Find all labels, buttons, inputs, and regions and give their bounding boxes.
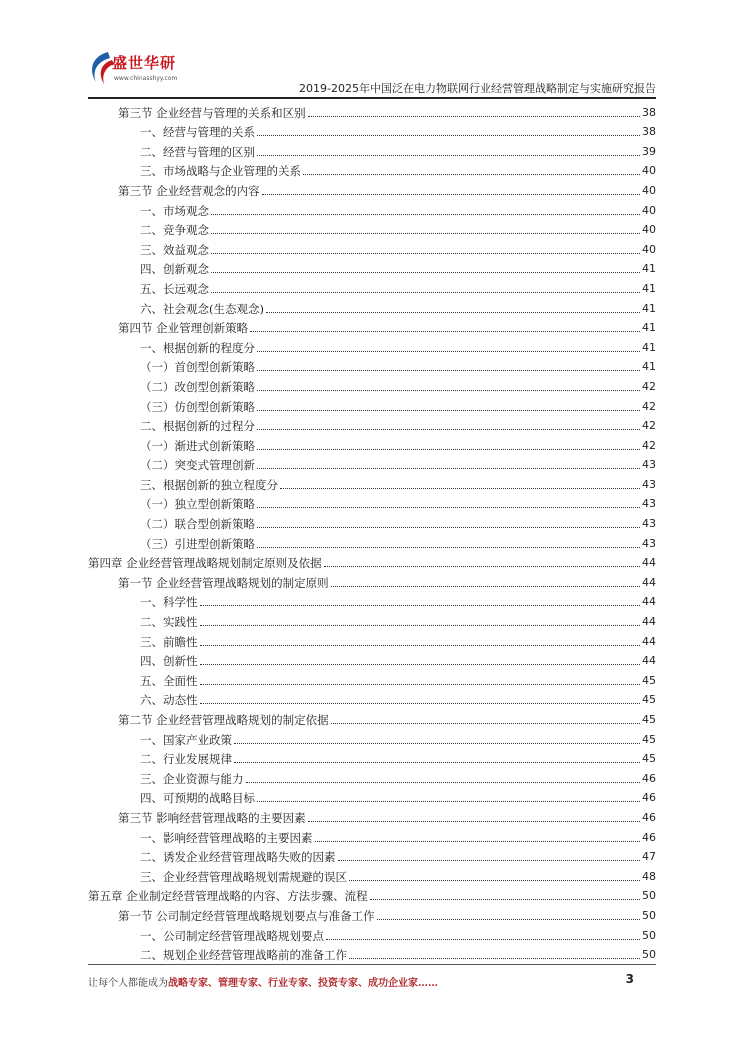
toc-entry-title: 第三节 企业经营观念的内容: [118, 183, 260, 198]
toc-entry-title: 四、可预期的战略目标: [140, 791, 255, 806]
toc-entry-title: 三、企业资源与能力: [140, 771, 244, 786]
toc-entry-page: 44: [642, 575, 656, 589]
toc-entry[interactable]: [88, 512, 656, 532]
toc-entry-page: 45: [642, 732, 656, 746]
toc-entry-title: 第四节 企业管理创新策略: [118, 321, 249, 336]
toc-entry-title: 二、规划企业经营管理战略前的准备工作: [140, 948, 347, 963]
toc-entry-page: 43: [642, 517, 656, 531]
toc-entry-page: 50: [642, 908, 656, 922]
toc-dot-leader: [257, 801, 640, 802]
toc-entry[interactable]: [88, 160, 656, 180]
report-title: 2019-2025年中国泛在电力物联网行业经营管理战略制定与实施研究报告: [299, 82, 656, 95]
toc-entry[interactable]: [88, 473, 656, 493]
toc-entry-page: 43: [642, 497, 656, 511]
footer-slogan-highlight: 战略专家、管理专家、行业专家、投资专家、成功企业家……: [168, 978, 438, 989]
toc-entry[interactable]: [88, 767, 656, 787]
toc-dot-leader: [257, 547, 640, 548]
toc-entry-title: 一、国家产业政策: [140, 732, 232, 747]
toc-entry[interactable]: [88, 121, 656, 141]
toc-dot-leader: [370, 899, 640, 900]
toc-entry-title: 三、企业经营管理战略规划需规避的误区: [140, 869, 347, 884]
toc-dot-leader: [338, 860, 641, 861]
toc-entry[interactable]: [88, 258, 656, 278]
toc-entry-page: 46: [642, 810, 656, 824]
toc-entry-page: 41: [642, 262, 656, 276]
toc-dot-leader: [303, 174, 640, 175]
toc-entry-title: 一、科学性: [140, 595, 198, 610]
toc-dot-leader: [200, 664, 641, 665]
toc-entry-page: 42: [642, 438, 656, 452]
toc-entry-title: （三）仿创型创新策略: [140, 399, 255, 414]
toc-entry-title: 一、根据创新的程度分: [140, 340, 255, 355]
toc-dot-leader: [200, 684, 641, 685]
toc-entry[interactable]: [88, 336, 656, 356]
toc-entry-title: （二）突变式管理创新: [140, 458, 255, 473]
toc-entry-title: 五、全面性: [140, 673, 198, 688]
toc-entry-page: 43: [642, 536, 656, 550]
toc-entry-page: 46: [642, 771, 656, 785]
toc-entry-title: 第一节 企业经营管理战略规划的制定原则: [118, 575, 329, 590]
toc-entry[interactable]: [88, 865, 656, 885]
toc-dot-leader: [234, 762, 640, 763]
toc-dot-leader: [308, 821, 640, 822]
toc-entry[interactable]: [88, 199, 656, 219]
footer-slogan-prefix: 让每个人都能成为: [88, 978, 168, 989]
toc-dot-leader: [257, 351, 640, 352]
toc-dot-leader: [257, 429, 640, 430]
toc-entry-page: 45: [642, 713, 656, 726]
toc-dot-leader: [257, 390, 640, 391]
toc-entry-page: 40: [642, 223, 656, 237]
toc-dot-leader: [280, 488, 640, 489]
toc-entry-page: 42: [642, 419, 656, 433]
toc-entry[interactable]: [88, 806, 656, 826]
toc-entry[interactable]: [88, 297, 656, 317]
toc-dot-leader: [200, 645, 641, 646]
toc-dot-leader: [211, 233, 640, 234]
toc-entry-title: 二、经营与管理的区别: [140, 144, 255, 159]
header-divider: [88, 97, 656, 99]
company-logo: [86, 48, 206, 92]
toc-dot-leader: [331, 586, 640, 587]
toc-entry-page: 45: [642, 673, 656, 687]
toc-entry-title: （一）独立型创新策略: [140, 497, 255, 512]
toc-dot-leader: [315, 841, 641, 842]
toc-entry-title: 三、前瞻性: [140, 634, 198, 649]
toc-entry[interactable]: [88, 101, 656, 121]
toc-entry-title: 三、效益观念: [140, 242, 209, 257]
toc-entry-page: 38: [642, 125, 656, 139]
logo-url: www.chinasshyy.com: [114, 75, 178, 82]
toc-entry-page: 41: [642, 340, 656, 354]
toc-entry-page: 42: [642, 379, 656, 393]
toc-entry-title: （一）渐进式创新策略: [140, 438, 255, 453]
toc-entry[interactable]: [88, 493, 656, 513]
toc-dot-leader: [257, 135, 640, 136]
toc-entry[interactable]: [88, 924, 656, 944]
toc-entry-page: 50: [642, 928, 656, 942]
toc-entry[interactable]: [88, 591, 656, 611]
footer-slogan: [88, 974, 438, 989]
toc-entry[interactable]: [88, 650, 656, 670]
toc-entry[interactable]: [88, 434, 656, 454]
toc-entry-page: 44: [642, 634, 656, 648]
toc-dot-leader: [257, 155, 640, 156]
toc-entry-title: 一、影响经营管理战略的主要因素: [140, 830, 313, 845]
toc-entry-page: 39: [642, 144, 656, 158]
toc-entry-title: 第一节 公司制定经营管理战略规划要点与准备工作: [118, 908, 375, 923]
toc-entry[interactable]: [88, 728, 656, 748]
toc-entry-title: 二、竞争观念: [140, 223, 209, 238]
toc-entry[interactable]: [88, 454, 656, 474]
toc-entry[interactable]: [88, 885, 656, 905]
toc-entry-title: 二、实践性: [140, 615, 198, 630]
toc-dot-leader: [211, 292, 640, 293]
toc-entry[interactable]: [88, 238, 656, 258]
toc-dot-leader: [250, 331, 640, 332]
toc-entry-page: 45: [642, 693, 656, 707]
toc-entry[interactable]: [88, 826, 656, 846]
toc-entry[interactable]: [88, 532, 656, 552]
toc-entry[interactable]: [88, 787, 656, 807]
toc-entry[interactable]: [88, 375, 656, 395]
toc-entry-page: 40: [642, 183, 656, 197]
toc-entry[interactable]: [88, 219, 656, 239]
toc-dot-leader: [349, 958, 640, 959]
toc-dot-leader: [257, 410, 640, 411]
toc-dot-leader: [377, 919, 640, 920]
toc-entry-page: 50: [642, 889, 656, 903]
toc-entry-page: 44: [642, 615, 656, 629]
toc-entry[interactable]: [88, 708, 656, 728]
toc-entry-page: 41: [642, 321, 656, 335]
toc-dot-leader: [308, 116, 640, 117]
toc-entry[interactable]: [88, 571, 656, 591]
toc-entry-title: 一、公司制定经营管理战略规划要点: [140, 928, 324, 943]
toc-entry-page: 38: [642, 105, 656, 119]
toc-entry[interactable]: [88, 846, 656, 866]
toc-entry-title: 一、市场观念: [140, 203, 209, 218]
toc-entry-page: 40: [642, 203, 656, 217]
page-number: 3: [625, 972, 634, 986]
page-header: [0, 0, 744, 100]
toc-dot-leader: [211, 253, 640, 254]
toc-entry-page: 43: [642, 477, 656, 491]
toc-entry-title: （一）首创型创新策略: [140, 360, 255, 375]
toc-entry[interactable]: [88, 179, 656, 199]
table-of-contents: [88, 101, 656, 963]
toc-dot-leader: [200, 625, 641, 626]
toc-entry[interactable]: [88, 277, 656, 297]
toc-entry-page: 41: [642, 301, 656, 315]
toc-entry-page: 48: [642, 869, 656, 883]
toc-entry-page: 44: [642, 654, 656, 668]
toc-entry-page: 44: [642, 595, 656, 609]
toc-dot-leader: [234, 743, 640, 744]
toc-entry[interactable]: [88, 689, 656, 709]
toc-entry-title: （三）引进型创新策略: [140, 536, 255, 551]
toc-entry-title: 第二节 企业经营管理战略规划的制定依据: [118, 713, 329, 727]
toc-entry-page: 42: [642, 399, 656, 413]
toc-entry-title: 四、创新性: [140, 654, 198, 669]
toc-entry-page: 44: [642, 556, 656, 570]
toc-dot-leader: [326, 939, 640, 940]
toc-dot-leader: [257, 468, 640, 469]
toc-entry[interactable]: [88, 317, 656, 337]
toc-dot-leader: [200, 605, 641, 606]
toc-entry[interactable]: [88, 415, 656, 435]
toc-dot-leader: [262, 194, 640, 195]
toc-entry-title: （二）改创型创新策略: [140, 379, 255, 394]
footer-divider: [88, 964, 656, 965]
toc-entry[interactable]: [88, 944, 656, 964]
toc-entry-page: 46: [642, 791, 656, 805]
toc-entry-page: 40: [642, 242, 656, 256]
toc-entry[interactable]: [88, 395, 656, 415]
logo-text: 盛世华研: [112, 54, 177, 72]
toc-entry-title: 五、长远观念: [140, 281, 209, 296]
toc-entry[interactable]: [88, 140, 656, 160]
toc-dot-leader: [349, 880, 640, 881]
toc-entry-page: 50: [642, 948, 656, 962]
toc-dot-leader: [331, 723, 640, 724]
toc-entry-page: 43: [642, 458, 656, 472]
toc-entry-title: 二、根据创新的过程分: [140, 419, 255, 434]
toc-dot-leader: [257, 449, 640, 450]
toc-entry[interactable]: [88, 669, 656, 689]
toc-entry-page: 45: [642, 752, 656, 766]
toc-dot-leader: [211, 214, 640, 215]
toc-entry-title: 二、行业发展规律: [140, 752, 232, 767]
toc-entry[interactable]: [88, 552, 656, 572]
toc-entry-title: 四、创新观念: [140, 262, 209, 277]
toc-dot-leader: [266, 312, 640, 313]
toc-dot-leader: [246, 782, 641, 783]
toc-entry[interactable]: [88, 748, 656, 768]
toc-entry-page: 47: [642, 850, 656, 864]
toc-entry-title: 第四章 企业经营管理战略规划制定原则及依据: [88, 556, 322, 571]
toc-entry-title: 第三节 影响经营管理战略的主要因素: [118, 810, 306, 825]
toc-entry[interactable]: [88, 630, 656, 650]
toc-dot-leader: [200, 703, 641, 704]
toc-entry-title: 二、诱发企业经营管理战略失败的因素: [140, 850, 336, 865]
toc-entry[interactable]: [88, 610, 656, 630]
toc-entry-title: 三、市场战略与企业管理的关系: [140, 164, 301, 179]
toc-entry-page: 41: [642, 360, 656, 374]
toc-entry-title: 三、根据创新的独立程度分: [140, 477, 278, 492]
toc-dot-leader: [211, 272, 640, 273]
toc-dot-leader: [257, 370, 640, 371]
toc-entry[interactable]: [88, 904, 656, 924]
toc-entry-title: 一、经营与管理的关系: [140, 125, 255, 140]
toc-entry-title: 第五章 企业制定经营管理战略的内容、方法步骤、流程: [88, 889, 368, 904]
toc-entry-title: 六、社会观念(生态观念): [140, 301, 264, 316]
toc-entry[interactable]: [88, 356, 656, 376]
toc-entry-page: 41: [642, 281, 656, 295]
toc-entry-title: 六、动态性: [140, 693, 198, 708]
toc-entry-page: 46: [642, 830, 656, 844]
toc-dot-leader: [324, 566, 640, 567]
toc-dot-leader: [257, 507, 640, 508]
toc-dot-leader: [257, 527, 640, 528]
toc-entry-title: 第三节 企业经营与管理的关系和区别: [118, 105, 306, 120]
toc-entry-page: 40: [642, 164, 656, 178]
toc-entry-title: （二）联合型创新策略: [140, 517, 255, 532]
